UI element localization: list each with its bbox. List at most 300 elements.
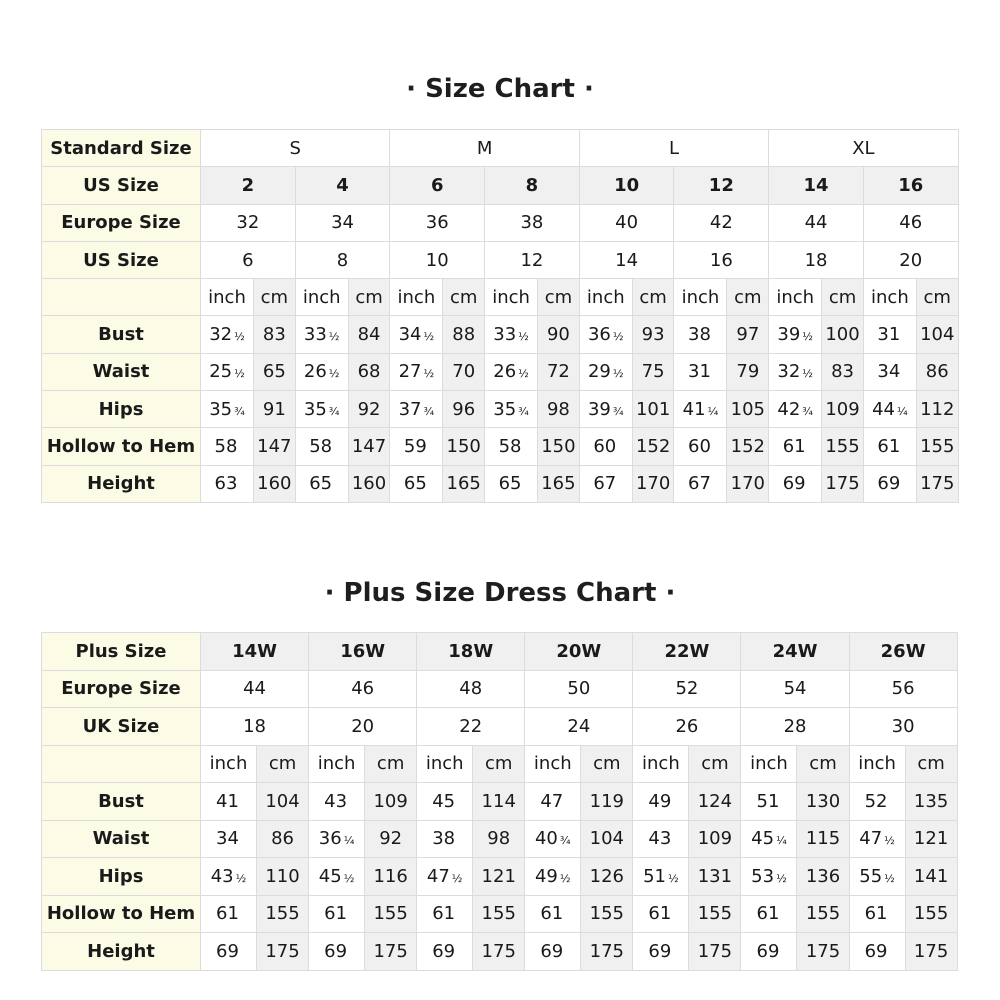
inch-value — [863, 465, 916, 502]
cm-value: 160 — [254, 465, 296, 502]
row-label-empty — [42, 279, 201, 316]
plus-size-cell: 26W — [849, 633, 957, 671]
row-label-measurement: Waist — [42, 353, 201, 390]
cm-value: 152 — [632, 428, 674, 465]
inch-whole: 69 — [756, 940, 780, 962]
inch-whole: 52 — [864, 790, 888, 812]
inch-value — [295, 465, 348, 502]
inch-whole: 36 — [587, 324, 611, 346]
inch-value — [201, 783, 257, 821]
cm-value: 104 — [581, 820, 633, 858]
row-label-measurement: Bust — [42, 316, 201, 353]
row-label-europe-size: Europe Size — [42, 670, 201, 708]
size-chart-title — [0, 74, 1000, 104]
cm-value: 170 — [632, 465, 674, 502]
unit-cm: cm — [581, 745, 633, 783]
inch-value — [309, 858, 365, 896]
cm-value: 131 — [689, 858, 741, 896]
plus-size-row — [42, 633, 958, 671]
inch-whole: 35 — [493, 398, 517, 420]
unit-inch: inch — [741, 745, 797, 783]
inch-whole: 43 — [324, 790, 348, 812]
cm-value: 115 — [797, 820, 849, 858]
inch-value — [485, 353, 538, 390]
inch-whole: 36 — [318, 828, 342, 850]
inch-whole: 61 — [756, 903, 780, 925]
inch-value — [849, 783, 905, 821]
inch-fraction: ½ — [234, 367, 245, 381]
inch-value — [201, 428, 254, 465]
inch-whole: 43 — [210, 865, 234, 887]
inch-value — [674, 353, 727, 390]
inch-fraction: ½ — [612, 330, 624, 344]
inch-whole: 29 — [587, 361, 611, 383]
standard-size-cell: S — [201, 130, 390, 167]
us-size-cell: 6 — [201, 241, 296, 278]
cm-value: 155 — [905, 895, 957, 933]
inch-value — [863, 391, 916, 428]
cm-value: 175 — [365, 933, 417, 971]
unit-cm: cm — [348, 279, 390, 316]
inch-value — [309, 820, 365, 858]
inch-whole: 47 — [426, 865, 450, 887]
cm-value: 101 — [632, 391, 674, 428]
inch-fraction: ½ — [667, 871, 679, 885]
inch-whole: 69 — [540, 940, 564, 962]
plus-size-chart-table — [41, 632, 958, 971]
inch-value — [849, 820, 905, 858]
inch-fraction: ½ — [884, 834, 895, 848]
unit-cm: cm — [538, 279, 580, 316]
europe-size-cell: 44 — [769, 204, 864, 241]
inch-fraction: ½ — [776, 871, 787, 885]
europe-size-cell: 54 — [741, 670, 849, 708]
inch-value — [579, 353, 632, 390]
europe-size-cell: 44 — [201, 670, 309, 708]
inch-value — [769, 428, 822, 465]
inch-whole: 41 — [216, 790, 239, 812]
europe-size-row — [42, 670, 958, 708]
inch-whole: 63 — [214, 473, 238, 495]
inch-value — [417, 933, 473, 971]
plus-size-cell: 16W — [309, 633, 417, 671]
cm-value: 155 — [365, 895, 417, 933]
inch-value — [579, 428, 632, 465]
cm-value: 175 — [581, 933, 633, 971]
inch-whole: 61 — [877, 436, 901, 458]
us-size-cell: 20 — [863, 241, 958, 278]
europe-size-cell: 42 — [674, 204, 769, 241]
cm-value: 84 — [348, 316, 390, 353]
row-label-plus-size: Plus Size — [42, 633, 201, 671]
unit-row — [42, 279, 959, 316]
europe-size-cell: 56 — [849, 670, 957, 708]
inch-fraction: ¼ — [896, 404, 908, 418]
inch-value — [295, 428, 348, 465]
unit-cm: cm — [254, 279, 296, 316]
uk-size-cell: 28 — [741, 708, 849, 746]
inch-value — [295, 391, 348, 428]
row-label-measurement: Hips — [42, 391, 201, 428]
cm-value: 96 — [443, 391, 485, 428]
cm-value: 175 — [916, 465, 958, 502]
inch-value — [633, 933, 689, 971]
cm-value: 126 — [581, 858, 633, 896]
inch-whole: 38 — [432, 828, 456, 850]
inch-whole: 35 — [303, 398, 327, 420]
inch-fraction: ½ — [343, 871, 355, 885]
cm-value: 88 — [443, 316, 485, 353]
measurement-row — [42, 858, 958, 896]
inch-whole: 42 — [777, 398, 801, 420]
cm-value: 109 — [822, 391, 864, 428]
inch-value — [525, 820, 581, 858]
cm-value: 175 — [797, 933, 849, 971]
inch-fraction: ¾ — [802, 404, 813, 418]
plus-size-cell: 20W — [525, 633, 633, 671]
us-size-cell: 10 — [579, 167, 674, 204]
row-label-measurement: Hollow to Hem — [42, 895, 201, 933]
cm-value: 68 — [348, 353, 390, 390]
size-chart-title-text: Size Chart — [425, 74, 575, 104]
us-size-2-row — [42, 241, 959, 278]
cm-value: 124 — [689, 783, 741, 821]
inch-whole: 69 — [648, 940, 672, 962]
inch-value — [633, 895, 689, 933]
inch-whole: 69 — [864, 940, 888, 962]
row-label-measurement: Waist — [42, 820, 201, 858]
cm-value: 147 — [348, 428, 390, 465]
title-dot-right: · — [665, 578, 676, 608]
inch-whole: 65 — [403, 473, 427, 495]
inch-value — [201, 858, 257, 896]
cm-value: 155 — [581, 895, 633, 933]
measurement-row — [42, 933, 958, 971]
row-label-measurement: Height — [42, 933, 201, 971]
inch-fraction: ½ — [518, 367, 529, 381]
title-dot-left: · — [324, 578, 335, 608]
cm-value: 155 — [797, 895, 849, 933]
inch-whole: 60 — [593, 436, 617, 458]
inch-value — [849, 933, 905, 971]
unit-cm: cm — [689, 745, 741, 783]
us-size-cell: 2 — [201, 167, 296, 204]
inch-whole: 26 — [493, 361, 517, 383]
inch-fraction: ½ — [328, 330, 340, 344]
europe-size-cell: 38 — [485, 204, 580, 241]
inch-whole: 44 — [872, 398, 895, 420]
inch-whole: 69 — [782, 473, 806, 495]
inch-whole: 35 — [209, 398, 233, 420]
unit-cm: cm — [916, 279, 958, 316]
unit-cm: cm — [822, 279, 864, 316]
inch-whole: 34 — [216, 828, 239, 850]
us-size-cell: 14 — [579, 241, 674, 278]
inch-value — [863, 428, 916, 465]
inch-whole: 65 — [498, 473, 522, 495]
unit-inch: inch — [309, 745, 365, 783]
inch-whole: 67 — [688, 473, 711, 495]
cm-value: 110 — [257, 858, 309, 896]
inch-fraction: ¼ — [776, 834, 787, 848]
unit-cm: cm — [365, 745, 417, 783]
cm-value: 175 — [473, 933, 525, 971]
cm-value: 121 — [905, 820, 957, 858]
inch-value — [849, 895, 905, 933]
us-size-row — [42, 167, 959, 204]
inch-whole: 69 — [324, 940, 348, 962]
cm-value: 104 — [257, 783, 309, 821]
inch-fraction: ¼ — [707, 404, 719, 418]
inch-whole: 32 — [777, 361, 801, 383]
row-label-measurement: Hips — [42, 858, 201, 896]
plus-size-chart-title-text: Plus Size Dress Chart — [343, 578, 657, 608]
us-size-cell: 16 — [674, 241, 769, 278]
inch-whole: 61 — [648, 903, 672, 925]
inch-fraction: ½ — [612, 367, 624, 381]
cm-value: 135 — [905, 783, 957, 821]
inch-value — [390, 465, 443, 502]
inch-fraction: ½ — [802, 330, 813, 344]
cm-value: 90 — [538, 316, 580, 353]
plus-size-cell: 14W — [201, 633, 309, 671]
inch-whole: 67 — [593, 473, 617, 495]
inch-whole: 45 — [751, 828, 775, 850]
inch-fraction: ¾ — [423, 404, 435, 418]
cm-value: 65 — [254, 353, 296, 390]
inch-value — [741, 895, 797, 933]
inch-value — [390, 353, 443, 390]
unit-row — [42, 745, 958, 783]
cm-value: 83 — [822, 353, 864, 390]
plus-size-chart-title — [0, 578, 1000, 608]
uk-size-cell: 26 — [633, 708, 741, 746]
inch-value — [309, 783, 365, 821]
inch-whole: 33 — [493, 324, 517, 346]
inch-whole: 49 — [534, 865, 558, 887]
inch-whole: 31 — [877, 324, 901, 346]
unit-inch: inch — [295, 279, 348, 316]
inch-whole: 55 — [859, 865, 883, 887]
unit-inch: inch — [849, 745, 905, 783]
cm-value: 83 — [254, 316, 296, 353]
uk-size-cell: 18 — [201, 708, 309, 746]
inch-value — [633, 858, 689, 896]
row-label-us-size: US Size — [42, 241, 201, 278]
inch-fraction: ½ — [518, 330, 529, 344]
unit-cm: cm — [257, 745, 309, 783]
inch-value — [390, 391, 443, 428]
inch-fraction: ½ — [328, 367, 340, 381]
inch-fraction: ½ — [423, 367, 435, 381]
inch-whole: 69 — [216, 940, 239, 962]
size-chart-table — [41, 129, 959, 503]
cm-value: 109 — [365, 783, 417, 821]
inch-value — [201, 316, 254, 353]
inch-value — [525, 858, 581, 896]
europe-size-cell: 40 — [579, 204, 674, 241]
inch-value — [579, 316, 632, 353]
inch-value — [309, 895, 365, 933]
measurement-row — [42, 428, 959, 465]
cm-value: 155 — [473, 895, 525, 933]
measurement-row — [42, 895, 958, 933]
inch-fraction: ½ — [802, 367, 813, 381]
inch-whole: 39 — [587, 398, 611, 420]
inch-value — [417, 820, 473, 858]
inch-whole: 41 — [682, 398, 706, 420]
row-label-empty — [42, 745, 201, 783]
plus-size-cell: 18W — [417, 633, 525, 671]
inch-whole: 32 — [209, 324, 233, 346]
cm-value: 119 — [581, 783, 633, 821]
cm-value: 116 — [365, 858, 417, 896]
us-size-cell: 6 — [390, 167, 485, 204]
us-size-cell: 10 — [390, 241, 485, 278]
cm-value: 155 — [822, 428, 864, 465]
cm-value: 98 — [473, 820, 525, 858]
inch-whole: 49 — [648, 790, 672, 812]
europe-size-cell: 52 — [633, 670, 741, 708]
cm-value: 165 — [443, 465, 485, 502]
cm-value: 75 — [632, 353, 674, 390]
unit-inch: inch — [863, 279, 916, 316]
unit-inch: inch — [579, 279, 632, 316]
europe-size-row — [42, 204, 959, 241]
inch-fraction: ¾ — [612, 404, 624, 418]
cm-value: 165 — [538, 465, 580, 502]
unit-inch: inch — [525, 745, 581, 783]
plus-size-cell: 22W — [633, 633, 741, 671]
inch-fraction: ¼ — [343, 834, 355, 848]
inch-fraction: ¾ — [559, 834, 571, 848]
standard-size-cell: L — [579, 130, 768, 167]
inch-whole: 25 — [209, 361, 233, 383]
inch-value — [769, 353, 822, 390]
europe-size-cell: 46 — [309, 670, 417, 708]
title-dot-right: · — [583, 74, 594, 104]
inch-whole: 26 — [303, 361, 327, 383]
inch-value — [674, 465, 727, 502]
inch-value — [390, 316, 443, 353]
unit-cm: cm — [727, 279, 769, 316]
inch-value — [525, 783, 581, 821]
inch-fraction: ½ — [234, 330, 245, 344]
inch-whole: 58 — [309, 436, 333, 458]
cm-value: 92 — [365, 820, 417, 858]
unit-inch: inch — [201, 279, 254, 316]
cm-value: 155 — [257, 895, 309, 933]
cm-value: 175 — [822, 465, 864, 502]
measurement-row — [42, 820, 958, 858]
inch-value — [417, 783, 473, 821]
cm-value: 155 — [916, 428, 958, 465]
unit-cm: cm — [443, 279, 485, 316]
inch-fraction: ½ — [423, 330, 435, 344]
inch-whole: 61 — [216, 903, 239, 925]
cm-value: 170 — [727, 465, 769, 502]
unit-inch: inch — [769, 279, 822, 316]
row-label-measurement: Bust — [42, 783, 201, 821]
cm-value: 155 — [689, 895, 741, 933]
cm-value: 98 — [538, 391, 580, 428]
inch-value — [525, 895, 581, 933]
cm-value: 147 — [254, 428, 296, 465]
inch-value — [741, 783, 797, 821]
inch-value — [741, 820, 797, 858]
inch-value — [201, 465, 254, 502]
inch-whole: 47 — [540, 790, 564, 812]
europe-size-cell: 48 — [417, 670, 525, 708]
cm-value: 109 — [689, 820, 741, 858]
cm-value: 175 — [689, 933, 741, 971]
row-label-standard-size: Standard Size — [42, 130, 201, 167]
unit-inch: inch — [633, 745, 689, 783]
inch-value — [201, 391, 254, 428]
inch-whole: 61 — [432, 903, 456, 925]
us-size-cell: 12 — [674, 167, 769, 204]
measurement-row — [42, 783, 958, 821]
measurement-row — [42, 465, 959, 502]
inch-whole: 69 — [877, 473, 901, 495]
inch-whole: 61 — [864, 903, 888, 925]
inch-whole: 33 — [303, 324, 327, 346]
inch-whole: 45 — [432, 790, 456, 812]
uk-size-cell: 20 — [309, 708, 417, 746]
cm-value: 86 — [916, 353, 958, 390]
europe-size-cell: 34 — [295, 204, 390, 241]
inch-value — [741, 858, 797, 896]
cm-value: 130 — [797, 783, 849, 821]
standard-size-cell: M — [390, 130, 579, 167]
cm-value: 70 — [443, 353, 485, 390]
inch-whole: 39 — [777, 324, 801, 346]
us-size-cell: 4 — [295, 167, 390, 204]
cm-value: 136 — [797, 858, 849, 896]
measurement-row — [42, 353, 959, 390]
cm-value: 141 — [905, 858, 957, 896]
cm-value: 105 — [727, 391, 769, 428]
cm-value: 152 — [727, 428, 769, 465]
cm-value: 91 — [254, 391, 296, 428]
inch-whole: 27 — [398, 361, 422, 383]
inch-value — [417, 895, 473, 933]
inch-value — [201, 820, 257, 858]
inch-whole: 34 — [398, 324, 422, 346]
inch-value — [485, 465, 538, 502]
inch-value — [309, 933, 365, 971]
inch-fraction: ¾ — [328, 404, 340, 418]
europe-size-cell: 46 — [863, 204, 958, 241]
cm-value: 79 — [727, 353, 769, 390]
measurement-row — [42, 391, 959, 428]
row-label-measurement: Hollow to Hem — [42, 428, 201, 465]
standard-size-row — [42, 130, 959, 167]
us-size-cell: 8 — [295, 241, 390, 278]
inch-fraction: ½ — [451, 871, 463, 885]
inch-value — [390, 428, 443, 465]
inch-whole: 59 — [403, 436, 427, 458]
inch-whole: 43 — [648, 828, 672, 850]
inch-value — [295, 353, 348, 390]
cm-value: 150 — [443, 428, 485, 465]
title-dot-left: · — [406, 74, 417, 104]
inch-value — [741, 933, 797, 971]
uk-size-row — [42, 708, 958, 746]
inch-value — [849, 858, 905, 896]
row-label-us-size: US Size — [42, 167, 201, 204]
inch-whole: 65 — [309, 473, 333, 495]
